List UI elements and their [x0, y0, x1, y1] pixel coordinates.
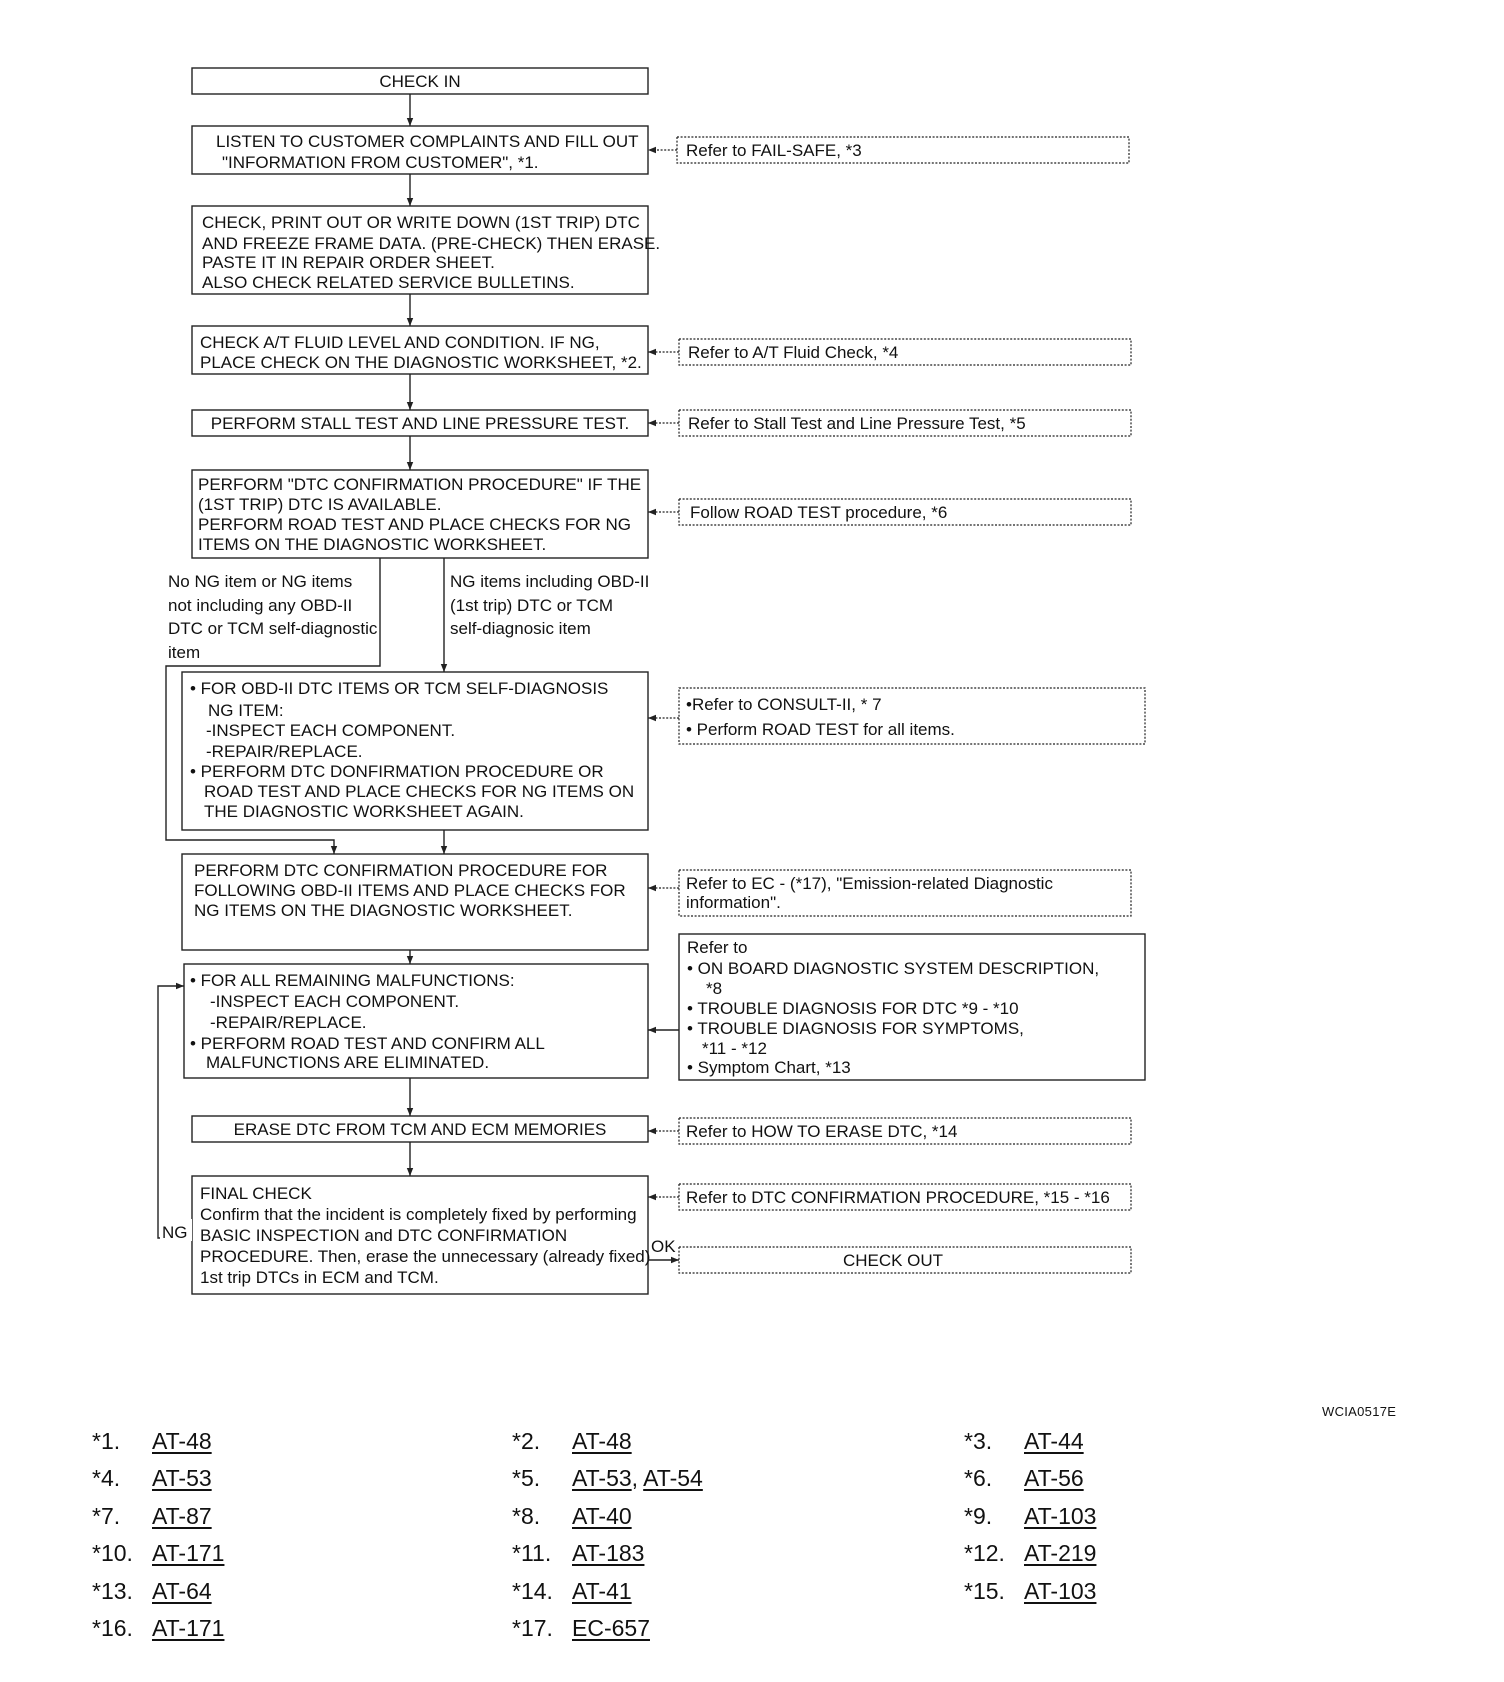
reference-link[interactable]: AT-171 [152, 1540, 225, 1567]
reference-separator: , [631, 1465, 644, 1492]
step-remaining-line-1: • FOR ALL REMAINING MALFUNCTIONS: [190, 971, 515, 990]
step-remaining-line-5: MALFUNCTIONS ARE ELIMINATED. [206, 1053, 490, 1072]
reference-link[interactable]: AT-87 [152, 1502, 212, 1529]
reference-number: *3. [964, 1428, 993, 1454]
ref-erase-text: Refer to HOW TO ERASE DTC, *14 [686, 1122, 958, 1141]
step-obd-line-2: NG ITEM: [208, 701, 284, 720]
reference-link[interactable]: AT-64 [152, 1577, 212, 1604]
reference-link[interactable]: AT-40 [572, 1502, 632, 1529]
reference-link[interactable]: AT-56 [1024, 1465, 1084, 1492]
step-dtc-confirm-line-3: PERFORM ROAD TEST AND PLACE CHECKS FOR NG [198, 515, 631, 534]
ref-consult [679, 688, 1145, 744]
step-obd-items [182, 672, 648, 830]
reference-item [92, 1578, 212, 1605]
step-remaining-malfunctions [184, 964, 648, 1078]
reference-item [512, 1540, 644, 1567]
step-obd-line-3: -INSPECT EACH COMPONENT. [206, 721, 456, 740]
reference-item [964, 1503, 1096, 1530]
reference-item [92, 1503, 212, 1530]
ref-obd-desc-line-4: • TROUBLE DIAGNOSIS FOR DTC *9 - *10 [687, 999, 1019, 1018]
reference-link[interactable]: AT-53 [152, 1465, 212, 1492]
step-following-obd [182, 854, 648, 950]
step-listen-customer [192, 126, 648, 174]
reference-item [964, 1428, 1084, 1455]
step-dtc-confirm-line-1: PERFORM "DTC CONFIRMATION PROCEDURE" IF THE [198, 475, 642, 494]
step-fluid-line-2: PLACE CHECK ON THE DIAGNOSTIC WORKSHEET, *2. [200, 353, 642, 372]
step-following-line-1: PERFORM DTC CONFIRMATION PROCEDURE FOR [194, 861, 608, 880]
ok-label: OK [651, 1237, 676, 1256]
reference-link[interactable]: AT-103 [1024, 1502, 1097, 1529]
reference-number: *5. [512, 1465, 541, 1492]
step-obd-line-5: • PERFORM DTC DONFIRMATION PROCEDURE OR [190, 762, 604, 781]
ref-fail-safe-text: Refer to FAIL-SAFE, *3 [686, 141, 862, 160]
reference-number: *9. [964, 1502, 993, 1529]
step-obd-line-7: THE DIAGNOSTIC WORKSHEET AGAIN. [204, 802, 524, 821]
step-check-out [679, 1247, 1131, 1273]
branch-left-line-4: item [168, 643, 201, 662]
ref-dtc-procedure [679, 1184, 1131, 1210]
ref-obd-desc-line-1: Refer to [687, 938, 748, 957]
step-obd-line-1: • FOR OBD-II DTC ITEMS OR TCM SELF-DIAGNOSIS [190, 679, 609, 698]
ref-fluid-check-text: Refer to A/T Fluid Check, *4 [688, 343, 899, 362]
ref-stall-text: Refer to Stall Test and Line Pressure Test, *5 [688, 414, 1026, 433]
step-erase-dtc [192, 1116, 648, 1142]
step-print-dtc-line-2: AND FREEZE FRAME DATA. (PRE-CHECK) THEN ERASE. [202, 234, 661, 253]
branch-right-line-1: NG items including OBD-II [450, 572, 650, 591]
step-erase-text: ERASE DTC FROM TCM AND ECM MEMORIES [233, 1120, 607, 1139]
step-following-line-3: NG ITEMS ON THE DIAGNOSTIC WORKSHEET. [194, 901, 573, 920]
reference-number: *1. [92, 1428, 121, 1454]
ref-ec-line-1: Refer to EC - (*17), "Emission-related Diagnostic [686, 874, 1053, 893]
ref-obd-desc-line-2: • ON BOARD DIAGNOSTIC SYSTEM DESCRIPTION, [687, 959, 1100, 978]
figure-code: WCIA0517E [1322, 1404, 1397, 1419]
reference-number: *11. [512, 1540, 552, 1567]
step-following-line-2: FOLLOWING OBD-II ITEMS AND PLACE CHECKS FOR [194, 881, 626, 900]
ng-label-text: NG [162, 1223, 188, 1242]
reference-link[interactable]: AT-103 [1024, 1577, 1097, 1604]
step-check-out-text: CHECK OUT [842, 1251, 944, 1270]
reference-number: *17. [512, 1615, 553, 1641]
step-final-line-2: Confirm that the incident is completely fixed by performing [200, 1205, 637, 1224]
ref-ec-line-2: information". [686, 893, 781, 912]
branch-left-line-1: No NG item or NG items [168, 572, 353, 591]
ng-label [160, 1219, 192, 1242]
reference-number: *7. [92, 1502, 121, 1529]
reference-item [512, 1428, 632, 1455]
reference-number: *16. [92, 1615, 133, 1641]
step-stall-text: PERFORM STALL TEST AND LINE PRESSURE TEST. [210, 414, 630, 433]
ref-dtc-proc-text: Refer to DTC CONFIRMATION PROCEDURE, *15 - *16 [686, 1188, 1110, 1207]
ref-fail-safe [677, 137, 1129, 163]
step-dtc-confirmation [192, 470, 648, 558]
reference-item [512, 1465, 703, 1492]
step-print-dtc-line-1: CHECK, PRINT OUT OR WRITE DOWN (1ST TRIP) DTC [202, 213, 640, 232]
step-obd-line-4: -REPAIR/REPLACE. [206, 742, 363, 761]
step-fluid-level [192, 326, 648, 374]
branch-right-line-2: (1st trip) DTC or TCM [450, 596, 614, 615]
reference-number: *4. [92, 1465, 121, 1492]
step-final-line-3: BASIC INSPECTION and DTC CONFIRMATION [200, 1226, 568, 1245]
reference-link[interactable]: AT-183 [572, 1540, 645, 1567]
reference-item [512, 1615, 650, 1642]
reference-number: *8. [512, 1502, 541, 1529]
reference-link[interactable]: AT-48 [572, 1428, 632, 1454]
branch-right-line-3: self-diagnosic item [450, 619, 591, 638]
step-fluid-line-1: CHECK A/T FLUID LEVEL AND CONDITION. IF NG, [200, 333, 600, 352]
ref-erase-dtc [679, 1118, 1131, 1144]
reference-item [964, 1540, 1096, 1567]
branch-left-line-3: DTC or TCM self-diagnostic [168, 619, 378, 638]
reference-number: *2. [512, 1428, 541, 1454]
reference-link[interactable]: AT-48 [152, 1428, 212, 1454]
step-check-in [192, 68, 648, 94]
step-remaining-line-3: -REPAIR/REPLACE. [210, 1013, 367, 1032]
reference-link[interactable]: EC-657 [572, 1615, 650, 1641]
ref-obd-desc-line-5: • TROUBLE DIAGNOSIS FOR SYMPTOMS, [687, 1019, 1024, 1038]
reference-link[interactable]: AT-44 [1024, 1428, 1084, 1454]
ref-obd-description [679, 934, 1145, 1080]
reference-item [964, 1578, 1096, 1605]
step-final-line-5: 1st trip DTCs in ECM and TCM. [200, 1268, 439, 1287]
step-listen-line-1: LISTEN TO CUSTOMER COMPLAINTS AND FILL OUT [216, 132, 639, 151]
ref-road-test [679, 499, 1131, 525]
step-print-dtc-line-3: PASTE IT IN REPAIR ORDER SHEET. [202, 253, 495, 272]
reference-item [512, 1578, 632, 1605]
reference-item [92, 1428, 212, 1455]
branch-left-line-2: not including any OBD-II [168, 596, 353, 615]
ref-fluid-check [679, 339, 1131, 365]
ref-obd-desc-line-7: • Symptom Chart, *13 [687, 1058, 851, 1077]
reference-number: *12. [964, 1540, 1005, 1567]
step-print-dtc-line-4: ALSO CHECK RELATED SERVICE BULLETINS. [202, 273, 575, 292]
ref-obd-desc-line-6: *11 - *12 [702, 1039, 767, 1058]
reference-link[interactable]: AT-41 [572, 1577, 632, 1604]
step-listen-line-2: "INFORMATION FROM CUSTOMER", *1. [222, 153, 539, 172]
reference-number: *10. [92, 1540, 133, 1567]
step-dtc-confirm-line-4: ITEMS ON THE DIAGNOSTIC WORKSHEET. [198, 535, 547, 554]
step-remaining-line-4: • PERFORM ROAD TEST AND CONFIRM ALL [190, 1034, 545, 1053]
reference-link[interactable]: AT-171 [152, 1615, 225, 1641]
reference-item [92, 1465, 212, 1492]
step-obd-line-6: ROAD TEST AND PLACE CHECKS FOR NG ITEMS ON [204, 782, 635, 801]
step-remaining-line-2: -INSPECT EACH COMPONENT. [210, 992, 460, 1011]
ref-road-test-text: Follow ROAD TEST procedure, *6 [690, 503, 948, 522]
step-dtc-confirm-line-2: (1ST TRIP) DTC IS AVAILABLE. [198, 495, 442, 514]
step-stall-test [192, 410, 648, 436]
reference-number: *14. [512, 1577, 553, 1604]
branch-label-left [168, 572, 378, 662]
reference-link[interactable]: AT-219 [1024, 1540, 1097, 1567]
reference-connectors [648, 150, 679, 1197]
reference-number: *13. [92, 1577, 133, 1604]
ref-consult-line-2: • Perform ROAD TEST for all items. [686, 720, 955, 739]
ref-stall-test [679, 410, 1131, 436]
ref-consult-line-1: •Refer to CONSULT-II, * 7 [686, 695, 882, 714]
step-check-in-text: CHECK IN [379, 72, 461, 91]
step-print-dtc [192, 206, 660, 294]
reference-item [964, 1465, 1084, 1492]
reference-item [92, 1540, 224, 1567]
ref-obd-desc-line-3: *8 [706, 979, 723, 998]
step-final-line-1: FINAL CHECK [200, 1184, 312, 1203]
reference-item [92, 1615, 224, 1642]
reference-link[interactable]: AT-54 [643, 1465, 703, 1492]
reference-number: *15. [964, 1577, 1005, 1604]
reference-item [512, 1503, 632, 1530]
step-final-line-4: PROCEDURE. Then, erase the unnecessary (already fixed) [200, 1247, 651, 1266]
step-final-check [192, 1176, 650, 1294]
reference-link[interactable]: AT-53 [572, 1465, 632, 1492]
reference-number: *6. [964, 1465, 993, 1492]
branch-label-right [450, 572, 649, 638]
ref-emission-diagnostic [679, 870, 1131, 916]
